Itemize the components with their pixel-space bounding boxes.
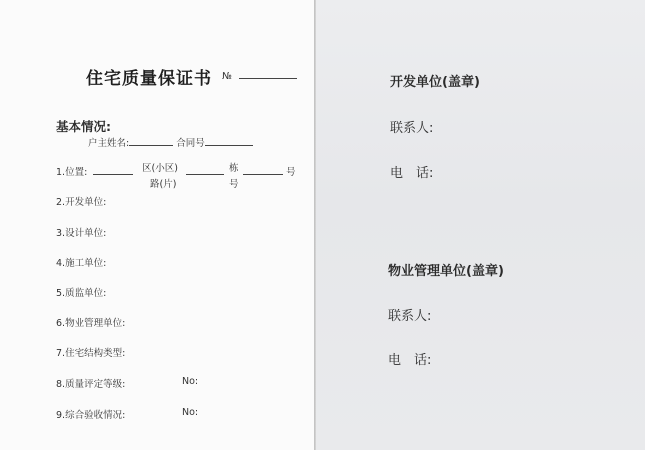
serial-number-symbol: № (222, 71, 232, 82)
basic-info-heading: 基本情况: (56, 119, 111, 134)
owner-name-line (129, 145, 173, 146)
developer-phone-label: 电 话: (390, 166, 434, 181)
location-number-label: 号 (286, 167, 296, 178)
owner-contract-row (88, 135, 253, 149)
item-quality-grade: 8.质量评定等级: (56, 379, 126, 390)
serial-number-line (239, 78, 297, 79)
developer-contact-label: 联系人: (390, 121, 434, 136)
item-structure-type: 7.住宅结构类型: (56, 348, 126, 359)
contract-no-label: 合同号 (176, 138, 205, 149)
owner-name-label: 户主姓名: (88, 138, 130, 149)
item-property-management: 6.物业管理单位: (56, 318, 126, 329)
location-district-label: 区(小区) (142, 163, 178, 174)
serial-number-label (222, 71, 297, 82)
management-seal-label: 物业管理单位(盖章) (388, 264, 504, 279)
location-number-label-small: 号 (229, 179, 239, 190)
document-title: 住宅质量保证书 (86, 69, 212, 89)
item-acceptance-no: No: (182, 407, 199, 418)
developer-seal-label: 开发单位(盖章) (390, 75, 480, 90)
location-building-label: 栋 (229, 163, 239, 174)
management-contact-label: 联系人: (388, 309, 432, 324)
item-developer: 2.开发单位: (56, 197, 107, 208)
left-page (0, 0, 316, 450)
location-line-3 (243, 174, 283, 175)
item-constructor: 4.施工单位: (56, 258, 107, 269)
management-phone-label: 电 话: (388, 353, 432, 368)
location-line-2 (186, 174, 224, 175)
location-road-label: 路(片) (150, 179, 177, 190)
right-page (316, 0, 645, 450)
location-line-1 (93, 174, 133, 175)
contract-no-line (205, 145, 253, 146)
item-acceptance: 9.综合验收情况: (56, 410, 126, 421)
item-quality-grade-no: No: (182, 376, 199, 387)
item-quality-supervisor: 5.质监单位: (56, 288, 107, 299)
item-designer: 3.设计单位: (56, 228, 107, 239)
location-label: 1.位置: (56, 167, 88, 178)
